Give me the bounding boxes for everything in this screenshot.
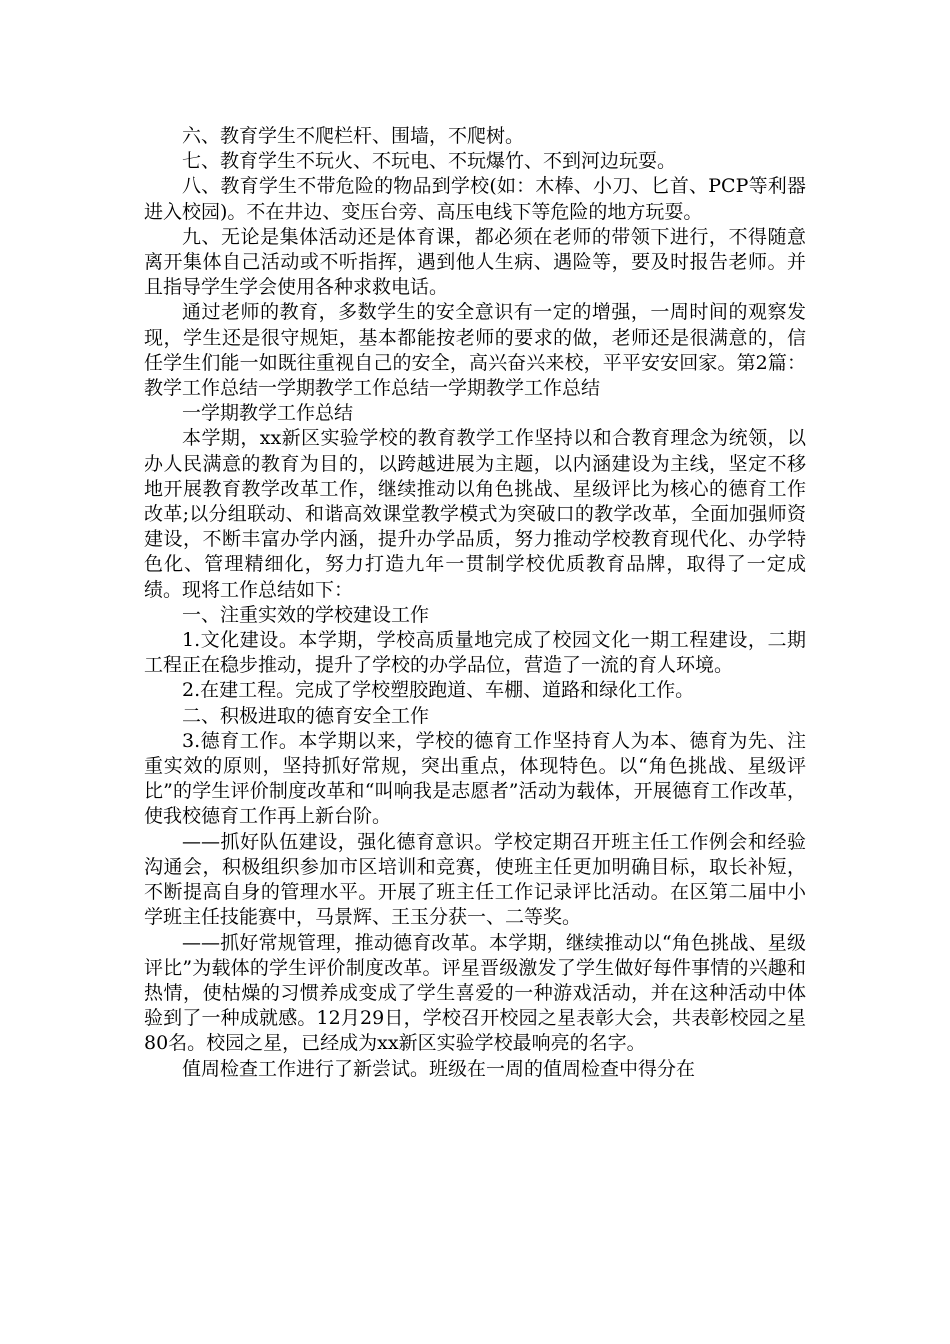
paragraph: ——抓好常规管理，推动德育改革。本学期，继续推动以“角色挑战、星级评比”为载体的学生评价制度改革。评星晋级激发了学生做好每件事情的兴趣和热情，使枯燥的习惯养成变成了学生喜爱的一种游戏活动，并在这种活动中体验到了一种成就感。12月29日，学校召开校园之星表彰大会，共表彰校园之星80名。校园之星，已经成为xx新区实验学校最响亮的名字。 [144, 931, 806, 1055]
paragraph: 本学期，xx新区实验学校的教育教学工作坚持以和合教育理念为统领，以办人民满意的教育为目的，以跨越进展为主题，以内涵建设为主线，坚定不移地开展教育教学改革工作，继续推动以角色挑战、星级评比为核心的德育工作改革;以分组联动、和谐高效课堂教学模式为突破口的教学改革，全面加强师资建设，不断丰富办学内涵，提升办学品质，努力推动学校教育现代化、办学特色化、管理精细化，努力打造九年一贯制学校优质教育品牌，取得了一定成绩。现将工作总结如下： [144, 427, 806, 601]
document-body [144, 124, 806, 1082]
paragraph: 七、教育学生不玩火、不玩电、不玩爆竹、不到河边玩耍。 [182, 150, 677, 173]
paragraph: 3.德育工作。本学期以来，学校的德育工作坚持育人为本、德育为先、注重实效的原则，坚持抓好常规，突出重点，体现特色。以“角色挑战、星级评比”的学生评价制度改革和“叫响我是志愿者”活动为载体，开展德育工作改革，使我校德育工作再上新台阶。 [144, 729, 806, 828]
section-heading: 一学期教学工作总结 [182, 402, 354, 425]
paragraph: ——抓好队伍建设，强化德育意识。学校定期召开班主任工作例会和经验沟通会，积极组织参加市区培训和竞赛，使班主任更加明确目标，取长补短，不断提高自身的管理水平。开展了班主任工作记录评比活动。在区第二届中小学班主任技能赛中，马景辉、王玉分获一、二等奖。 [144, 830, 806, 929]
paragraph: 2.在建工程。完成了学校塑胶跑道、车棚、道路和绿化工作。 [182, 679, 695, 702]
section-heading: 一、注重实效的学校建设工作 [182, 603, 430, 626]
section-heading: 二、积极进取的德育安全工作 [182, 704, 430, 727]
paragraph: 八、教育学生不带危险的物品到学校(如：木棒、小刀、匕首、PCP等利器进入校园)。不在井边、变压台旁、高压电线下等危险的地方玩耍。 [144, 175, 806, 223]
paragraph: 值周检查工作进行了新尝试。班级在一周的值周检查中得分在 [182, 1057, 696, 1080]
paragraph: 1.文化建设。本学期，学校高质量地完成了校园文化一期工程建设，二期工程正在稳步推动，提升了学校的办学品位，营造了一流的育人环境。 [144, 629, 806, 677]
paragraph: 六、教育学生不爬栏杆、围墙，不爬树。 [182, 125, 525, 147]
paragraph: 通过老师的教育，多数学生的安全意识有一定的增强，一周时间的观察发现，学生还是很守规矩，基本都能按老师的要求的做，老师还是很满意的，信任学生们能一如既往重视自己的安全，高兴奋兴来校，平平安安回家。第2篇：教学工作总结一学期教学工作总结一学期教学工作总结 [144, 301, 806, 400]
paragraph: 九、无论是集体活动还是体育课，都必须在老师的带领下进行，不得随意离开集体自己活动或不听指挥，遇到他人生病、遇险等，要及时报告老师。并且指导学生学会使用各种求救电话。 [144, 225, 806, 299]
